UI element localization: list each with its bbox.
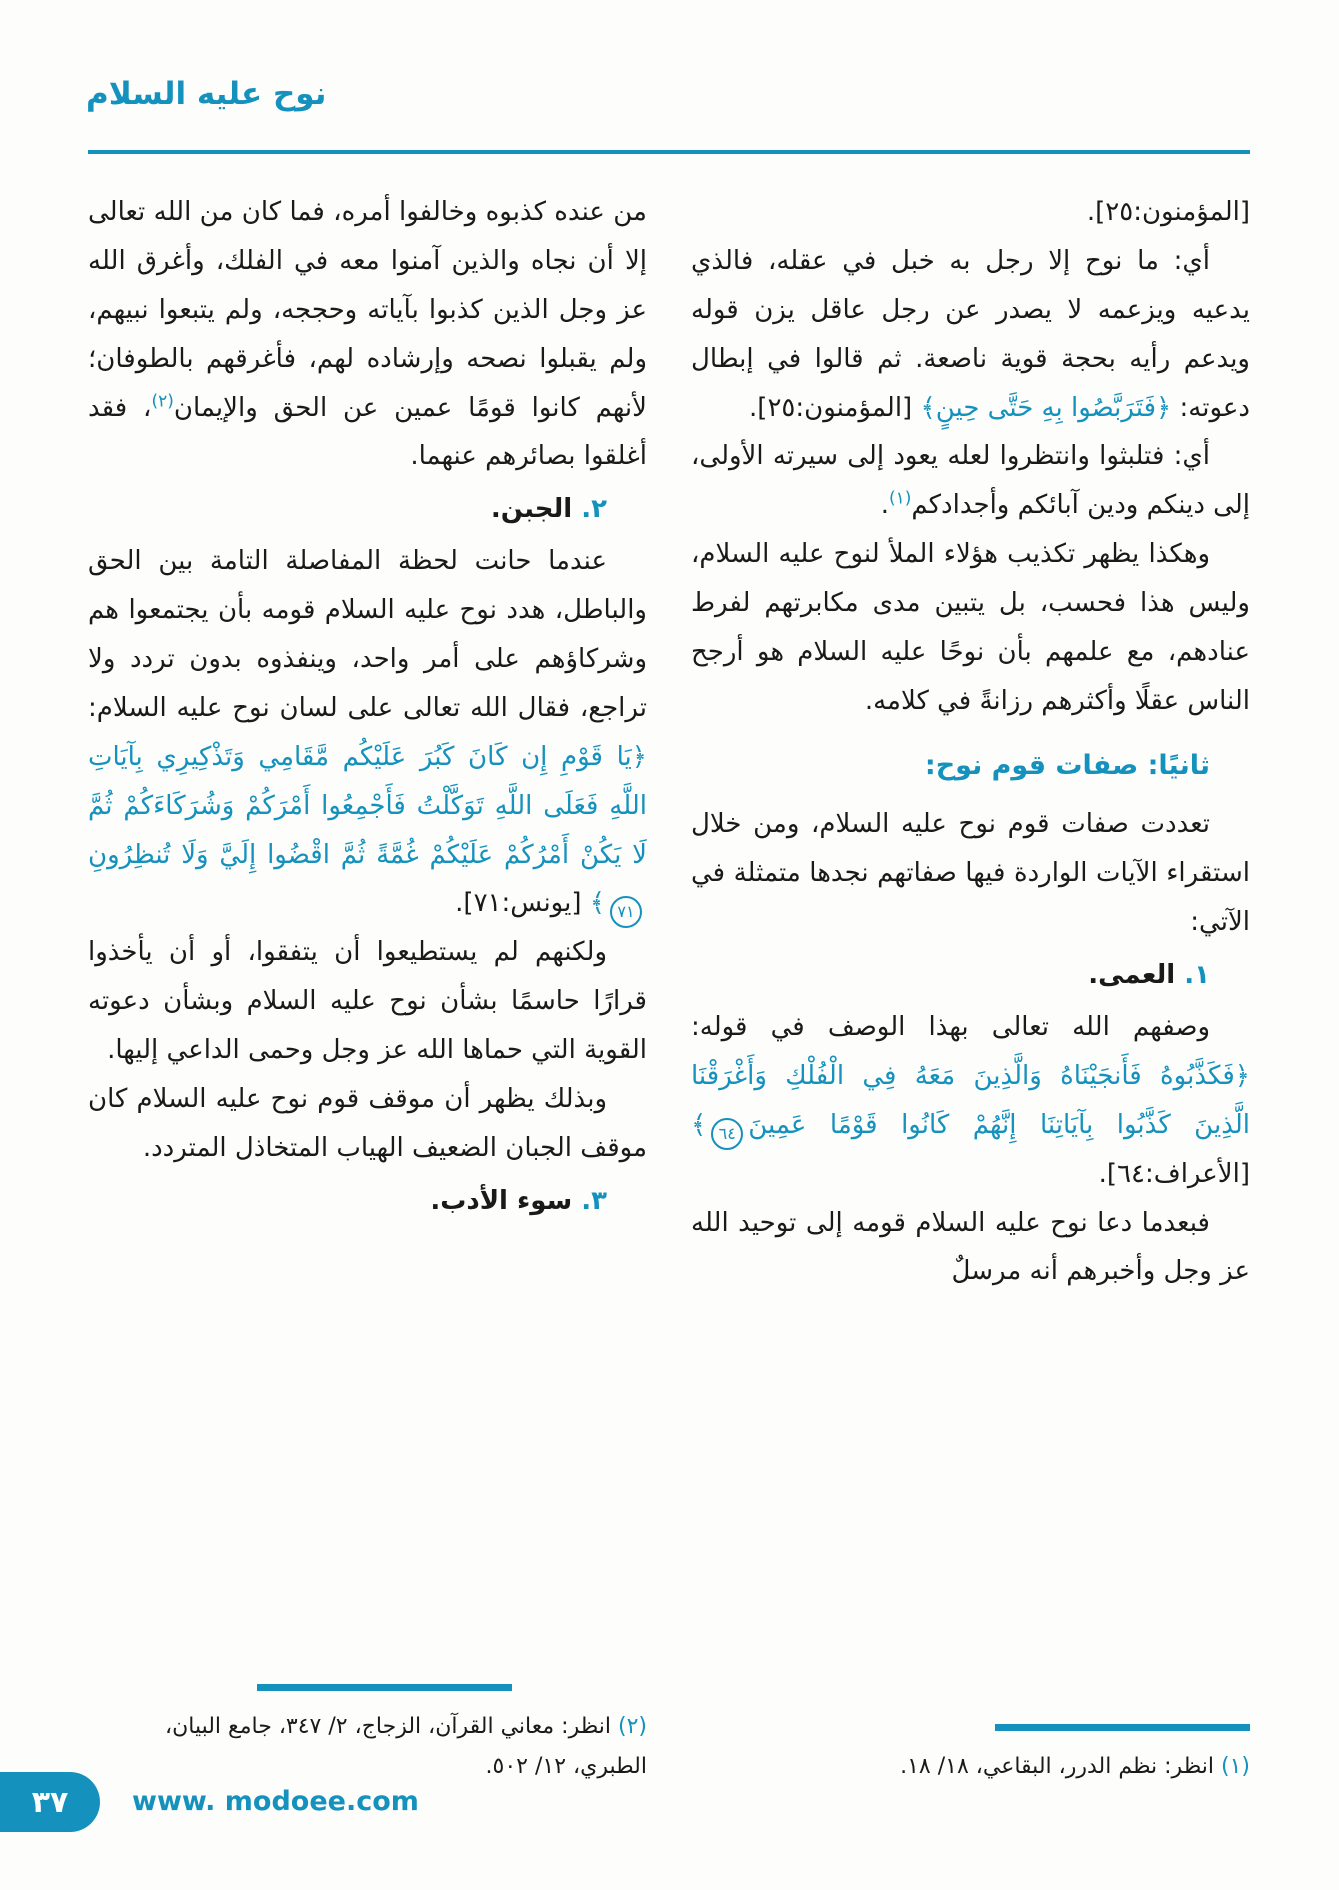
header-rule xyxy=(88,150,1250,154)
footnote-number: (٢) xyxy=(617,1713,647,1739)
column-left-text xyxy=(88,188,647,1674)
quran-verse: ﴿فَتَرَبَّصُوا بِهِ حَتَّى حِينٍ﴾ xyxy=(920,392,1172,423)
paragraph-interpretation-1 xyxy=(691,237,1250,433)
page-number: ٣٧ xyxy=(31,1784,69,1820)
paragraph-cowardice-verse xyxy=(88,537,647,928)
body-text: تعددت صفات قوم نوح عليه السلام، ومن خلال استقراء الآيات الواردة فيها صفاتهم نجدها متمثلة في الآتي: xyxy=(691,809,1250,937)
website-link: www. modoee.com xyxy=(132,1786,419,1817)
paragraph-traits-intro xyxy=(691,800,1250,947)
quran-close-bracket: ﴾ xyxy=(589,888,605,919)
list-item-number: ٢. xyxy=(572,494,607,525)
list-item-blindness xyxy=(691,951,1250,999)
footnote-separator xyxy=(995,1724,1250,1731)
list-item-label: سوء الأدب. xyxy=(430,1185,573,1216)
footnote-area-left xyxy=(88,1674,647,1788)
ayah-number: ٦٤ xyxy=(711,1118,743,1150)
footnote-1 xyxy=(691,1747,1250,1788)
footnote-number: (١) xyxy=(1220,1754,1250,1780)
list-item-number: ١. xyxy=(1175,959,1210,990)
footnote-area-right xyxy=(691,1714,1250,1788)
body-text: عندما حانت لحظة المفاصلة التامة بين الحق والباطل، هدد نوح عليه السلام قومه بأن يجتمعوا هم وشركاؤهم على أمر واحد، وينفذوه بدون تردد ولا تراجع، فقال الله تعالى على لسان نوح عليه السلام: xyxy=(88,546,647,723)
body-text: فبعدما دعا نوح عليه السلام قومه إلى توحيد الله عز وجل وأخبرهم أنه مرسلٌ xyxy=(691,1207,1250,1287)
paragraph-no-agreement xyxy=(88,928,647,1075)
paragraph-continuation xyxy=(88,188,647,481)
list-item-label: الجبن. xyxy=(490,494,573,525)
list-item-label: العمى. xyxy=(1088,959,1176,990)
paragraph-dawah xyxy=(691,1199,1250,1297)
verse-citation: [يونس:٧١]. xyxy=(455,888,590,919)
quran-close-bracket: ﴾ xyxy=(691,1109,707,1140)
list-item-number: ٣. xyxy=(572,1185,607,1216)
paragraph-interpretation-2 xyxy=(691,432,1250,530)
body-text: من عنده كذبوه وخالفوا أمره، فما كان من الله تعالى إلا أن نجاه والذين آمنوا معه في الفلك، وأغرق الله عز وجل الذين كذبوا بآياته وحججه، ولم يتبعوا نبيهم، ولم يقبلوا نصحه وإرشاده لهم، فأغرقهم بالطوفان؛ لأنهم كانوا قومًا عمين عن الحق والإيمان xyxy=(88,197,647,423)
footnote-2 xyxy=(88,1707,647,1788)
column-right-text xyxy=(691,188,1250,1714)
body-text: ، فقد أغلقوا بصائرهم عنهما. xyxy=(88,392,647,472)
footnote-ref-2: (٢) xyxy=(151,390,174,411)
footnote-separator xyxy=(257,1684,512,1691)
column-left xyxy=(88,188,647,1788)
body-text: أي: ما نوح إلا رجل به خبل في عقله، فالذي يدعيه ويزعمه لا يصدر عن رجل عاقل يزن قوله ويدعم رأيه بحجة قوية ناصعة. ثم قالوا في إبطال دعوته: xyxy=(691,245,1250,423)
quran-verse: ﴿يَا قَوْمِ إِن كَانَ كَبُرَ عَلَيْكُم مَّقَامِي وَتَذْكِيرِي بِآيَاتِ اللَّهِ فَعَلَى اللَّهِ تَوَكَّلْتُ فَأَجْمِعُوا أَمْرَكُمْ وَشُرَكَاءَكُمْ ثُمَّ لَا يَكُنْ أَمْرُكُمْ عَلَيْكُمْ غُمَّةً ثُمَّ اقْضُوا إِلَيَّ وَلَا تُنظِرُونِ xyxy=(88,741,647,870)
ayah-number: ٧١ xyxy=(610,896,642,928)
body-text: وهكذا يظهر تكذيب هؤلاء الملأ لنوح عليه السلام، وليس هذا فحسب، بل يتبين مدى مكابرتهم لفرط عنادهم، مع علمهم بأن نوحًا عليه السلام هو أرجح الناس عقلًا وأكثرهم رزانةً في كلامه. xyxy=(691,539,1250,716)
footnote-text: انظر: معاني القرآن، الزجاج، ٢/ ٣٤٧، جامع البيان، الطبري، ١٢/ ٥٠٢. xyxy=(164,1713,647,1780)
paragraph-conclusion xyxy=(88,1075,647,1173)
body-text: ولكنهم لم يستطيعوا أن يتفقوا، أو أن يأخذوا قرارًا حاسمًا بشأن نوح عليه السلام وبشأن دعوته القوية التي حماها الله عز وجل وحمى الداعي إليها. xyxy=(88,937,647,1066)
footnote-text: انظر: نظم الدرر، البقاعي، ١٨/ ١٨. xyxy=(900,1754,1221,1780)
list-item-cowardice xyxy=(88,485,647,533)
book-title: نوح عليه السلام xyxy=(86,76,327,112)
quran-verse: ﴿فَكَذَّبُوهُ فَأَنجَيْنَاهُ وَالَّذِينَ مَعَهُ فِي الْفُلْكِ وَأَغْرَقْنَا الَّذِينَ كَذَّبُوا بِآيَاتِنَا إِنَّهُمْ كَانُوا قَوْمًا عَمِينَ xyxy=(691,1060,1250,1140)
verse-citation-top xyxy=(691,188,1250,237)
paragraph-commentary xyxy=(691,530,1250,726)
body-text: وبذلك يظهر أن موقف قوم نوح عليه السلام كان موقف الجبان الضعيف الهياب المتخاذل المتردد. xyxy=(88,1084,647,1163)
verse-citation: [المؤمنون:٢٥]. xyxy=(749,392,921,423)
citation-text: [المؤمنون:٢٥]. xyxy=(1086,197,1250,227)
body-text: أي: فتلبثوا وانتظروا لعله يعود إلى سيرته الأولى، إلى دينكم ودين آبائكم وأجدادكم xyxy=(691,441,1250,521)
body-text: . xyxy=(880,490,889,521)
page-number-tab xyxy=(0,1772,100,1832)
page-content xyxy=(88,188,1250,1788)
paragraph-blindness-verse xyxy=(691,1003,1250,1199)
body-text: وصفهم الله تعالى بهذا الوصف في قوله: xyxy=(691,1011,1210,1042)
footnote-ref-1: (١) xyxy=(888,488,912,509)
verse-citation: [الأعراف:٦٤]. xyxy=(1098,1158,1250,1189)
column-right xyxy=(691,188,1250,1788)
list-item-bad-manners xyxy=(88,1177,647,1225)
section-heading-traits: ثانيًا: صفات قوم نوح: xyxy=(924,749,1210,781)
